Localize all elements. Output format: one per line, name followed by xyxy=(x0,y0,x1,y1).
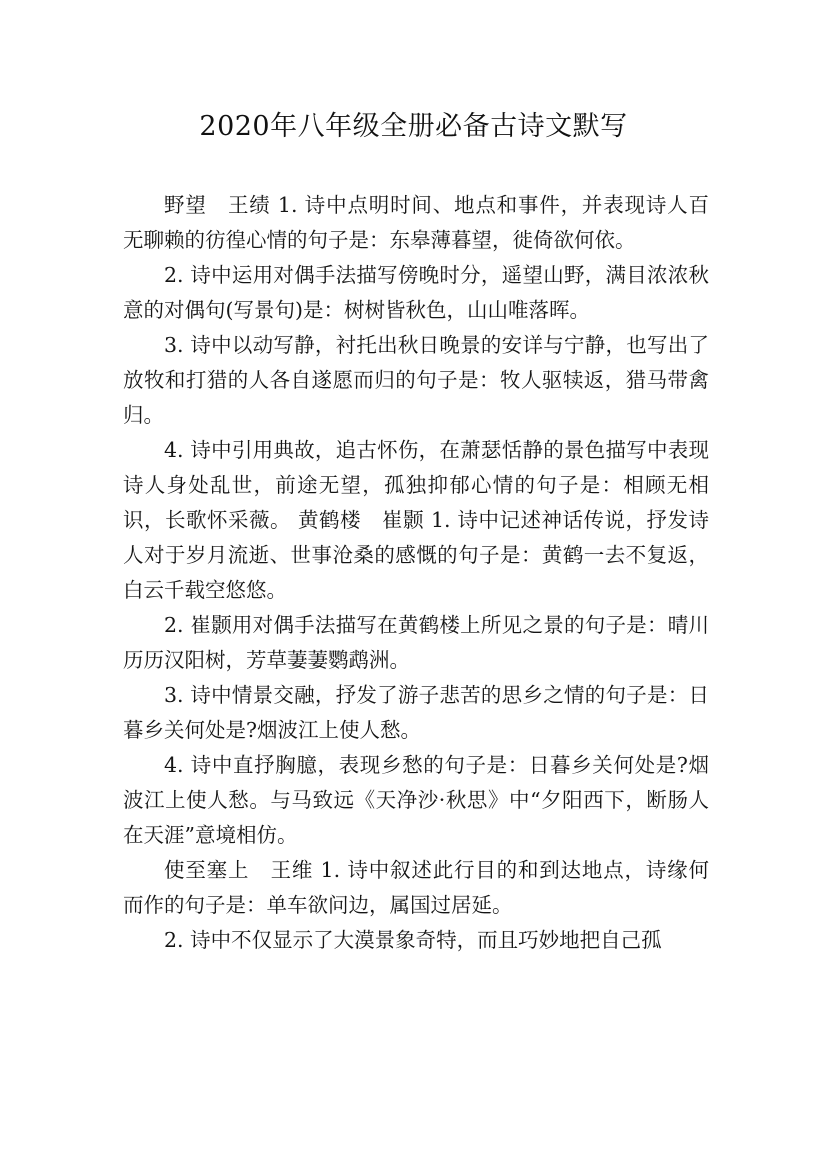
paragraph-huanghelou-2: 2. 崔颢用对偶手法描写在黄鹤楼上所见之景的句子是：晴川历历汉阳树，芳草萋萋鹦鹉洲。 xyxy=(123,613,709,672)
paragraph-yewang-1: 野望 王绩 1. 诗中点明时间、地点和事件，并表现诗人百无聊赖的彷徨心情的句子是：东皋薄暮望，徙倚欲何依。 xyxy=(123,193,709,252)
paragraph-yewang-2: 2. 诗中运用对偶手法描写傍晚时分，遥望山野，满目浓浓秋意的对偶句(写景句)是：树树皆秋色，山山唯落晖。 xyxy=(123,263,709,322)
paragraph-yewang-3: 3. 诗中以动写静，衬托出秋日晚景的安详与宁静，也写出了放牧和打猎的人各自遂愿而归的句子是：牧人驱犊返，猎马带禽归。 xyxy=(123,333,709,427)
document-body xyxy=(123,188,709,958)
paragraph-yewang-4-huanghelou-1: 4. 诗中引用典故，追古怀伤，在萧瑟恬静的景色描写中表现诗人身处乱世，前途无望，孤独抑郁心情的句子是：相顾无相识，长歌怀采薇。 黄鹤楼 崔颢 1. 诗中记述神话传说，抒发诗人对于岁月流逝、世事沧桑的感慨的句子是：黄鹤一去不复返，白云千载空悠悠。 xyxy=(123,438,709,602)
paragraph-shizhisaishang-2: 2. 诗中不仅显示了大漠景象奇特，而且巧妙地把自己孤 xyxy=(164,928,662,952)
paragraph-huanghelou-4: 4. 诗中直抒胸臆，表现乡愁的句子是：日暮乡关何处是?烟波江上使人愁。与马致远《天净沙·秋思》中“夕阳西下，断肠人在天涯”意境相仿。 xyxy=(123,753,709,847)
paragraph-huanghelou-3: 3. 诗中情景交融，抒发了游子悲苦的思乡之情的句子是：日暮乡关何处是?烟波江上使人愁。 xyxy=(123,683,709,742)
document-title: 2020年八年级全册必备古诗文默写 xyxy=(199,111,628,142)
paragraph-shizhisaishang-1: 使至塞上 王维 1. 诗中叙述此行目的和到达地点，诗缘何而作的句子是：单车欲问边，属国过居延。 xyxy=(123,858,709,917)
